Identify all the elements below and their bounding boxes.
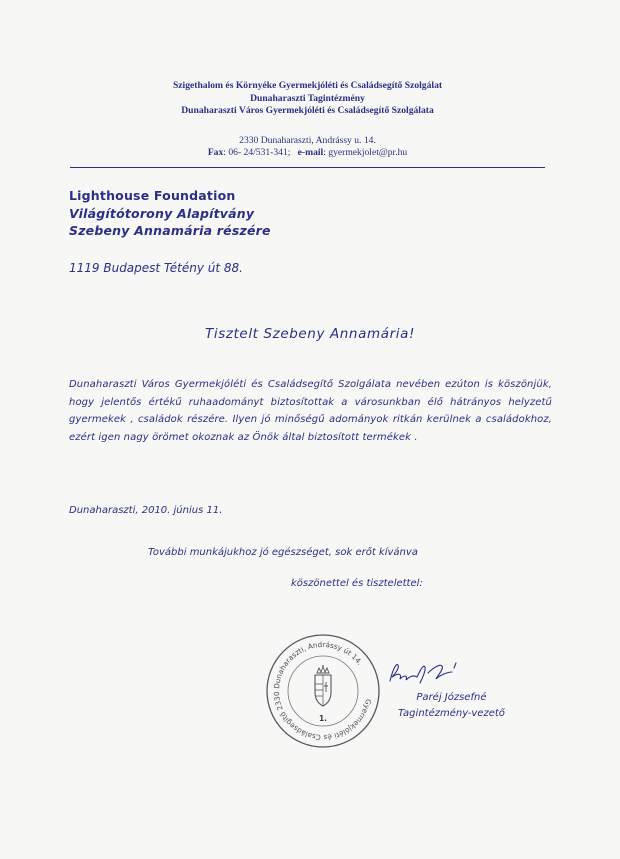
org-address: 2330 Dunaharaszti, Andrássy u. 14.: [239, 134, 376, 146]
recipient-line-3: Szebeny Annamária részére: [69, 223, 271, 238]
org-name-line-3: Dunaharaszti Város Gyermekjóléti és Családsegítő Szolgálata: [181, 105, 434, 116]
stamp-number: 1.: [318, 714, 328, 723]
recipient-block: [69, 187, 271, 240]
fax-value: : 06- 24/531-341;: [223, 147, 291, 158]
salutation: Tisztelt Szebeny Annamária!: [205, 326, 415, 342]
header-divider: [70, 167, 545, 168]
org-name-line-2: Dunaharaszti Tagintézmény: [250, 92, 365, 104]
signer-name: Paréj Józsefné: [416, 692, 487, 703]
org-name-line-1: Szigethalom és Környéke Gyermekjóléti és Családsegítő Szolgálat: [172, 80, 443, 91]
signer-block: [398, 690, 505, 722]
signer-title: Tagintézmény-vezető: [398, 708, 505, 719]
recipient-city: 1119 Budapest Tétény út 88.: [69, 261, 243, 275]
closing-line-1: További munkájukhoz jó egészséget, sok erőt kívánva: [148, 547, 418, 558]
stamp-ring-text: Gyermekjóléti és Családsegítő 2330 Dunaharaszti, Andrássy út 14.: [271, 639, 374, 743]
handwritten-signature: [384, 655, 494, 690]
fax-label: Fax: [207, 147, 224, 158]
coat-of-arms-icon: [315, 665, 331, 706]
letter-date: Dunaharaszti, 2010. június 11.: [69, 505, 223, 516]
round-stamp: [264, 632, 382, 750]
recipient-line-1: Lighthouse Foundation: [69, 188, 236, 203]
letterhead: [70, 80, 545, 160]
email-value: : gyermekjolet@pr.hu: [323, 147, 408, 158]
recipient-line-2: Világítótorony Alapítvány: [69, 205, 255, 221]
email-label: e-mail: [297, 147, 324, 158]
closing-line-2: köszönettel és tisztelettel:: [291, 578, 423, 589]
org-contact: [70, 147, 545, 160]
letter-body: Dunaharaszti Város Gyermekjóléti és Családsegítő Szolgálata nevében ezúton is köszönjük, hogy jelentős értékű ruhaadományt biztosítottak a városunkban élő hátrányos helyzetű gyermekek , családok részére. Ilyen jó minőségű adományok ritkán kerülnek a családokhoz, ezért igen nagy örömet okoznak az Önök által biztosított termékek .: [69, 379, 552, 443]
